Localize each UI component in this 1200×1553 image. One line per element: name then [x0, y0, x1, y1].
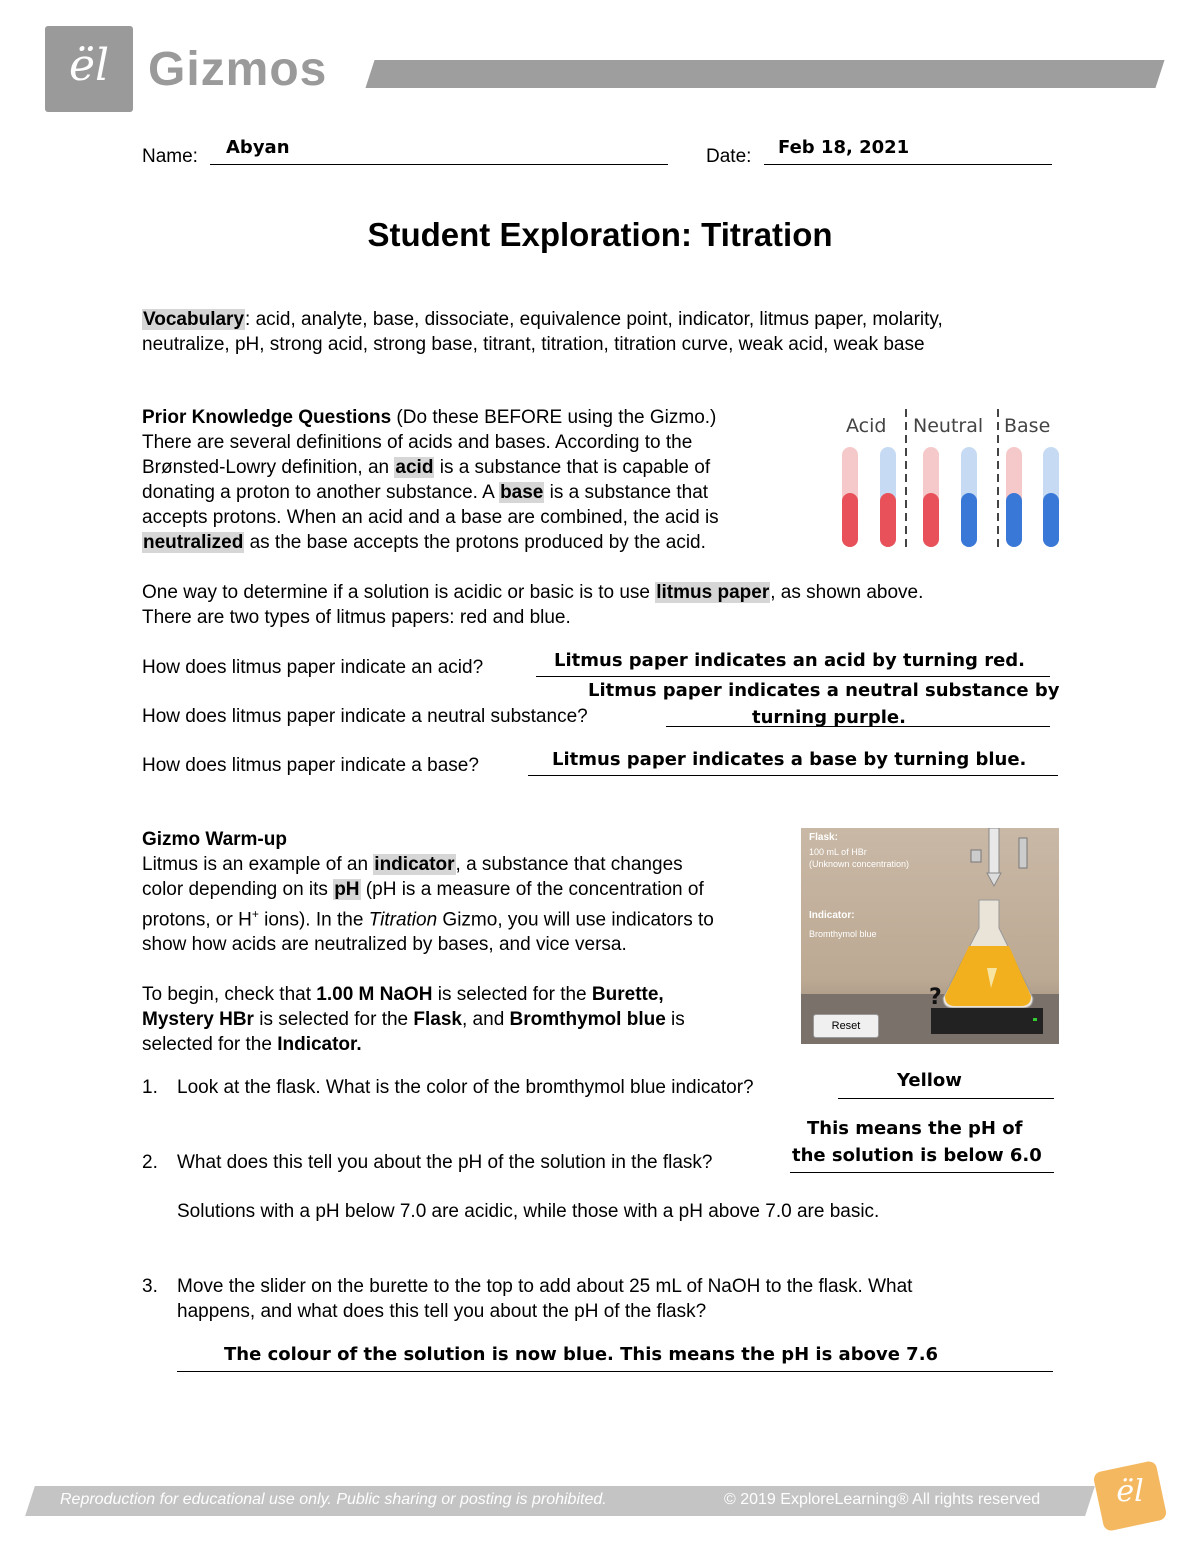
indicator-label: Indicator: [809, 910, 855, 921]
footer-right-text: © 2019 ExploreLearning® All rights reserved [724, 1491, 1041, 1508]
prior-knowledge: Prior Knowledge Questions (Do these BEFORE using the Gizmo.) There are several definitions of acids and bases. According to the Brønsted-Lowry definition, an acid is a substance that is capable of donating a proton to another substance. A base is a substance that accepts protons. When an acid and a base are combined, the acid is neutralized as the base accepts the protons produced by the acid. [142, 407, 719, 553]
q1-text: Look at the flask. What is the color of the bromthymol blue indicator? [177, 1077, 754, 1098]
litmus-q1: How does litmus paper indicate an acid? [142, 657, 484, 678]
explorelearning-logo-icon: ël [68, 40, 110, 91]
page-title: Student Exploration: Titration [367, 216, 833, 253]
name-label: Name: [142, 146, 198, 167]
tube-1-fill [842, 493, 858, 547]
footer-logo-glyph: ël [1116, 1474, 1144, 1509]
flask-solution [945, 946, 1031, 1006]
name-value: Abyan [226, 137, 290, 158]
litmus-a2-line1: Litmus paper indicates a neutral substance by [588, 680, 1060, 701]
tube-3-fill [923, 493, 939, 547]
warmup-heading: Gizmo Warm-up [142, 829, 287, 850]
q2-answer-line2: the solution is below 6.0 [792, 1145, 1042, 1166]
q2-number: 2. [142, 1152, 158, 1173]
litmus-q3: How does litmus paper indicate a base? [142, 755, 479, 776]
warmup-text: Gizmo Warm-up Litmus is an example of an indicator, a substance that changes color depending on its pH (pH is a measure of the concentration of protons, or H+ ions). In the Titration Gizmo, you will use indicators to show how acids are neutralized by bases, and vice versa. To begin, check that 1.00 M NaOH is selected for the Burette, Mystery HBr is selected for the Flask, and Bromthymol blue is selected for the Indicator. [142, 829, 714, 1056]
header-bar [365, 60, 1164, 88]
stopcock-icon [971, 850, 981, 862]
reset-button[interactable]: Reset [813, 1014, 879, 1038]
indicator-value: Bromthymol blue [809, 929, 877, 939]
gizmo-screenshot [801, 828, 1059, 1044]
clamp [1019, 838, 1027, 868]
gizmo-scene-svg [801, 828, 1059, 1044]
vocabulary-label: Vocabulary [143, 309, 245, 330]
question-mark: ? [929, 985, 942, 1010]
tube-4-fill [961, 493, 977, 547]
flask-line1: 100 mL of HBr [809, 847, 867, 857]
date-label: Date: [706, 146, 752, 167]
tube-5-fill [1006, 493, 1022, 547]
litmus-tubes-image [836, 405, 1066, 555]
flask-line2: (Unknown concentration) [809, 859, 910, 869]
litmus-a3: Litmus paper indicates a base by turning blue. [552, 749, 1027, 770]
tube-6-fill [1043, 493, 1059, 547]
tube-2-fill [880, 493, 896, 547]
burette-tip [987, 873, 1001, 886]
litmus-paragraph: One way to determine if a solution is acidic or basic is to use litmus paper, as shown above. There are two types of litmus papers: red and blue. [142, 582, 924, 628]
q3-text: Move the slider on the burette to the top to add about 25 mL of NaOH to the flask. What happens, and what does this tell you about the pH of the flask? [177, 1276, 913, 1322]
neutral-label: Neutral [913, 415, 984, 437]
date-value: Feb 18, 2021 [778, 137, 910, 158]
q3-number: 3. [142, 1276, 158, 1297]
litmus-q2: How does litmus paper indicate a neutral substance? [142, 706, 588, 727]
burette [989, 828, 999, 873]
q1-answer: Yellow [897, 1070, 962, 1091]
footer-left-text: Reproduction for educational use only. Public sharing or posting is prohibited. [60, 1491, 607, 1508]
acid-label: Acid [846, 415, 887, 437]
q2-answer-line1: This means the pH of [807, 1118, 1023, 1139]
q1-number: 1. [142, 1077, 158, 1098]
litmus-a1: Litmus paper indicates an acid by turning red. [554, 650, 1026, 671]
litmus-tubes-svg [836, 405, 1066, 555]
q2-note: Solutions with a pH below 7.0 are acidic, while those with a pH above 7.0 are basic. [177, 1201, 880, 1222]
litmus-a2-line2: turning purple. [752, 707, 906, 728]
prior-heading: Prior Knowledge Questions [142, 407, 392, 428]
vocabulary: Vocabulary: acid, analyte, base, dissociate, equivalence point, indicator, litmus paper, molarity, neutralize, pH, strong acid, strong base, titrant, titration, titration curve, weak acid, weak base [142, 309, 943, 355]
stir-plate-led [1033, 1018, 1037, 1021]
q3-answer: The colour of the solution is now blue. This means the pH is above 7.6 [224, 1344, 939, 1365]
q2-text: What does this tell you about the pH of the solution in the flask? [177, 1152, 713, 1173]
stir-plate [931, 1008, 1043, 1034]
base-label: Base [1004, 415, 1051, 437]
brand-name: Gizmos [148, 43, 328, 96]
flask-label: Flask: [809, 832, 838, 843]
